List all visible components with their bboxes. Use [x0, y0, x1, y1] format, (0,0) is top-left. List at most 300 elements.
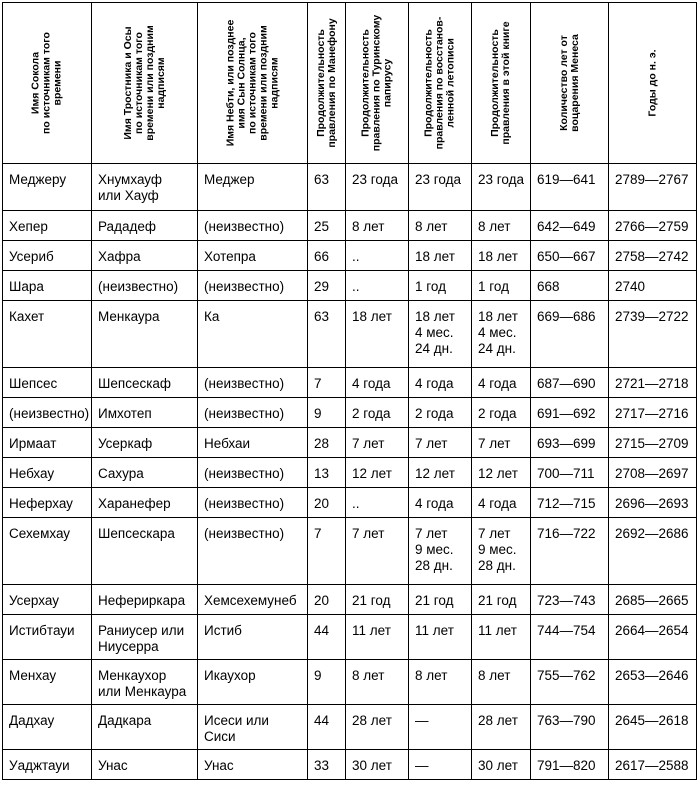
table-cell [308, 585, 346, 615]
cell-text: Сехемхау [9, 526, 71, 541]
table-cell [409, 271, 472, 301]
table-cell [198, 398, 308, 428]
cell-text: 2721—2718 [615, 376, 689, 391]
table-cell [531, 615, 609, 660]
table-cell [609, 488, 697, 518]
cell-text: (неизвестно) [98, 279, 179, 294]
table-cell [472, 458, 531, 488]
table-cell [92, 164, 198, 211]
table-cell [409, 164, 472, 211]
table-cell [409, 368, 472, 398]
cell-text: Меджер [204, 172, 255, 187]
cell-text: 1 год [478, 279, 509, 294]
table-cell [3, 211, 92, 241]
table-cell [198, 705, 308, 750]
table-cell [346, 518, 409, 585]
table-cell [308, 488, 346, 518]
cell-text: 2645—2618 [615, 713, 689, 728]
cell-text: 1 год [415, 279, 446, 294]
table-cell [609, 398, 697, 428]
cell-text: 2766—2759 [615, 219, 689, 234]
cell-text: 33 [314, 758, 330, 773]
table-cell [92, 458, 198, 488]
table-cell [531, 398, 609, 428]
table-cell [92, 211, 198, 241]
cell-text: Хотепра [204, 249, 256, 264]
table-row [3, 241, 697, 271]
table-cell [531, 488, 609, 518]
table-cell [472, 241, 531, 271]
table-cell [198, 750, 308, 780]
cell-text: 8 лет [415, 219, 448, 234]
table-cell [609, 211, 697, 241]
cell-text: (неизвестно) [9, 406, 90, 421]
cell-text: (неизвестно) [204, 406, 285, 421]
cell-text: 668 [537, 279, 560, 294]
table-cell [346, 271, 409, 301]
table-cell [409, 428, 472, 458]
table-cell [92, 660, 198, 705]
cell-text: .. [352, 496, 360, 511]
table-cell [308, 518, 346, 585]
table-cell [346, 750, 409, 780]
table-row [3, 660, 697, 705]
table-cell [92, 301, 198, 368]
table-cell [531, 585, 609, 615]
cell-text: Шара [9, 279, 44, 294]
column-header [609, 3, 697, 164]
table-cell [409, 518, 472, 585]
table-cell [346, 585, 409, 615]
table-cell [92, 585, 198, 615]
table-cell [92, 271, 198, 301]
table-cell [198, 458, 308, 488]
table-cell [198, 368, 308, 398]
cell-text: Усерхау [9, 593, 59, 608]
table-cell [198, 428, 308, 458]
table-cell [3, 750, 92, 780]
cell-text: 4 года [478, 496, 517, 511]
table-cell [198, 660, 308, 705]
table-cell [3, 301, 92, 368]
cell-text: 2715—2709 [615, 436, 689, 451]
table-row [3, 428, 697, 458]
cell-text: 642—649 [537, 219, 596, 234]
cell-text: .. [352, 249, 360, 264]
cell-text: 7 лет 9 мес. 28 дн. [415, 526, 454, 573]
table-cell [3, 398, 92, 428]
table-cell [409, 241, 472, 271]
cell-text: 23 года [352, 172, 398, 187]
cell-text: 28 [314, 436, 330, 451]
cell-text: 4 года [478, 376, 517, 391]
table-cell [472, 211, 531, 241]
table-cell [308, 241, 346, 271]
table-cell [346, 211, 409, 241]
table-cell [472, 428, 531, 458]
cell-text: 11 лет [352, 623, 391, 638]
column-header [531, 3, 609, 164]
cell-text: 12 лет [478, 466, 518, 481]
cell-text: Меджеру [9, 172, 67, 187]
table-cell [409, 750, 472, 780]
table-cell [346, 164, 409, 211]
cell-text: 12 лет [352, 466, 392, 481]
cell-text: 8 лет [415, 668, 448, 683]
table-cell [531, 301, 609, 368]
cell-text: 2739—2722 [615, 309, 689, 324]
cell-text: 9 [314, 406, 322, 421]
cell-text: 7 [314, 376, 322, 391]
table-cell [472, 518, 531, 585]
table-cell [3, 368, 92, 398]
table-cell [92, 518, 198, 585]
table-cell [308, 750, 346, 780]
cell-text: 2664—2654 [615, 623, 689, 638]
table-cell [409, 585, 472, 615]
table-cell [346, 428, 409, 458]
table-cell [308, 211, 346, 241]
column-header-label: Продолжительность правления по восстанов- ленной летописи [422, 16, 457, 150]
table-cell [3, 705, 92, 750]
table-cell [92, 428, 198, 458]
table-cell [531, 518, 609, 585]
cell-text: 12 лет [415, 466, 455, 481]
cell-text: Менхау [9, 668, 57, 683]
cell-text: Уаджтауи [9, 758, 70, 773]
table-cell [92, 488, 198, 518]
table-row [3, 750, 697, 780]
table-row [3, 488, 697, 518]
table-cell [609, 615, 697, 660]
cell-text: Икаухор [204, 668, 256, 683]
cell-text: 2758—2742 [615, 249, 689, 264]
column-header [3, 3, 92, 164]
table-cell [609, 428, 697, 458]
table-cell [346, 458, 409, 488]
table-cell [609, 164, 697, 211]
cell-text: Ирмаат [9, 436, 57, 451]
cell-text: 687—690 [537, 376, 596, 391]
cell-text: 700—711 [537, 466, 595, 481]
cell-text: 744—754 [537, 623, 596, 638]
cell-text: 4 года [415, 496, 454, 511]
cell-text: Хнумхауф или Хауф [98, 172, 162, 203]
table-cell [472, 750, 531, 780]
table-cell [3, 428, 92, 458]
cell-text: (неизвестно) [204, 466, 285, 481]
table-cell [3, 164, 92, 211]
cell-text: Небхаи [204, 436, 251, 451]
table-cell [609, 660, 697, 705]
cell-text: 2653—2646 [615, 668, 689, 683]
column-header-label: Имя Сокола по источникам того времени [29, 32, 64, 134]
table-cell [346, 398, 409, 428]
cell-text: 2692—2686 [615, 526, 689, 541]
cell-text: 693—699 [537, 436, 596, 451]
cell-text: 2 года [415, 406, 454, 421]
cell-text: Дадкара [98, 713, 152, 728]
cell-text: 650—667 [537, 249, 596, 264]
table-cell [198, 271, 308, 301]
table-cell [346, 301, 409, 368]
cell-text: 2696—2693 [615, 496, 689, 511]
cell-text: 28 лет [478, 713, 518, 728]
cell-text: Раниусер или Ниусерра [98, 623, 185, 654]
cell-text: Хепер [9, 219, 48, 234]
cell-text: (неизвестно) [204, 496, 285, 511]
cell-text: Шепсескаф [98, 376, 172, 391]
cell-text: 13 [314, 466, 330, 481]
column-header-label: Количество лет от воцарения Менеса [557, 34, 581, 132]
cell-text: 44 [314, 623, 330, 638]
cell-text: 21 год [352, 593, 391, 608]
table-row [3, 301, 697, 368]
cell-text: (неизвестно) [204, 279, 285, 294]
column-header [198, 3, 308, 164]
table-cell [409, 488, 472, 518]
table-cell [472, 705, 531, 750]
table-cell [531, 164, 609, 211]
cell-text: 30 лет [478, 758, 518, 773]
cell-text: 712—715 [537, 496, 596, 511]
cell-text: Неферхау [9, 496, 73, 511]
cell-text: Нефериркара [98, 593, 186, 608]
cell-text: 8 лет [352, 668, 385, 683]
cell-text: 8 лет [352, 219, 385, 234]
cell-text: 11 лет [415, 623, 454, 638]
table-cell [409, 705, 472, 750]
cell-text: 791—820 [537, 758, 596, 773]
table-cell [472, 488, 531, 518]
table-cell [609, 585, 697, 615]
cell-text: 2789—2767 [615, 172, 689, 187]
dynasty-table [2, 2, 697, 780]
cell-text: 7 лет [352, 526, 385, 541]
cell-text: Сахура [98, 466, 144, 481]
cell-text: 30 лет [352, 758, 392, 773]
table-cell [472, 164, 531, 211]
cell-text: 66 [314, 249, 330, 264]
cell-text: (неизвестно) [204, 219, 285, 234]
column-header-label: Продолжительность правления по Манефону [314, 18, 338, 148]
table-cell [198, 164, 308, 211]
column-header-label: Годы до н. э. [646, 49, 658, 117]
cell-text: 691—692 [537, 406, 596, 421]
cell-text: 18 лет [478, 249, 518, 264]
table-cell [531, 368, 609, 398]
cell-text: Имхотеп [98, 406, 152, 421]
table-cell [198, 241, 308, 271]
table-row [3, 615, 697, 660]
table-cell [308, 458, 346, 488]
cell-text: Истиб [204, 623, 242, 638]
cell-text: 18 лет [415, 249, 455, 264]
table-cell [198, 301, 308, 368]
cell-text: 2740 [615, 279, 646, 294]
table-cell [3, 241, 92, 271]
table-cell [308, 615, 346, 660]
table-cell [531, 241, 609, 271]
table-cell [472, 368, 531, 398]
cell-text: 669—686 [537, 309, 596, 324]
table-cell [308, 660, 346, 705]
table-cell [198, 518, 308, 585]
table-cell [472, 271, 531, 301]
cell-text: 2 года [478, 406, 517, 421]
table-cell [409, 615, 472, 660]
table-row [3, 585, 697, 615]
cell-text: 29 [314, 279, 330, 294]
cell-text: 7 лет 9 мес. 28 дн. [478, 526, 517, 573]
table-cell [3, 458, 92, 488]
cell-text: Хафра [98, 249, 141, 264]
column-header [92, 3, 198, 164]
table-cell [409, 211, 472, 241]
cell-text: Исеси или Сиси [204, 713, 269, 744]
cell-text: 18 лет 4 мес. 24 дн. [415, 309, 455, 356]
table-row [3, 705, 697, 750]
cell-text: Дадхау [9, 713, 55, 728]
table-row [3, 211, 697, 241]
table-row [3, 368, 697, 398]
column-header-label: Продолжительность правления в этой книге [489, 21, 512, 145]
table-cell [346, 368, 409, 398]
table-cell [92, 615, 198, 660]
table-cell [92, 398, 198, 428]
cell-text: 11 лет [478, 623, 517, 638]
cell-text: Унас [98, 758, 128, 773]
cell-text: 20 [314, 496, 330, 511]
table-cell [308, 271, 346, 301]
table-cell [609, 458, 697, 488]
table-cell [531, 271, 609, 301]
column-header-label: Имя Тростника и Осы по источникам того времени или поздним надписям [121, 25, 167, 141]
table-cell [472, 301, 531, 368]
cell-text: 21 год [415, 593, 454, 608]
table-cell [198, 211, 308, 241]
cell-text: — [415, 713, 429, 728]
table-cell [198, 615, 308, 660]
table-cell [3, 615, 92, 660]
table-cell [3, 660, 92, 705]
table-cell [92, 368, 198, 398]
cell-text: Истибтауи [9, 623, 75, 638]
cell-text: 63 [314, 309, 330, 324]
column-header-label: Имя Небти, или позднее имя Сын Солнца, по источникам того времени или поздним надписям [224, 19, 280, 147]
cell-text: 2717—2716 [615, 406, 689, 421]
table-row [3, 271, 697, 301]
cell-text: 23 года [415, 172, 461, 187]
table-cell [346, 705, 409, 750]
table-cell [609, 301, 697, 368]
cell-text: 2617—2588 [615, 758, 689, 773]
cell-text: Рададеф [98, 219, 156, 234]
table-cell [92, 705, 198, 750]
cell-text: 21 год [478, 593, 517, 608]
table-cell [3, 271, 92, 301]
table-cell [472, 398, 531, 428]
table-cell [198, 488, 308, 518]
table-cell [3, 488, 92, 518]
table-cell [308, 164, 346, 211]
cell-text: Небхау [9, 466, 55, 481]
column-header [472, 3, 531, 164]
cell-text: Шепсескара [98, 526, 175, 541]
table-row [3, 458, 697, 488]
cell-text: .. [352, 279, 360, 294]
cell-text: 4 года [415, 376, 454, 391]
cell-text: Менкаура [98, 309, 160, 324]
header-row [3, 3, 697, 164]
table-cell [609, 368, 697, 398]
cell-text: Ка [204, 309, 220, 324]
table-cell [308, 705, 346, 750]
cell-text: 23 года [478, 172, 524, 187]
table-cell [409, 458, 472, 488]
cell-text: — [415, 758, 429, 773]
cell-text: 25 [314, 219, 330, 234]
cell-text: 2708—2697 [615, 466, 689, 481]
cell-text: 18 лет [352, 309, 392, 324]
cell-text: 716—722 [537, 526, 596, 541]
cell-text: 63 [314, 172, 330, 187]
table-cell [609, 750, 697, 780]
table-cell [92, 241, 198, 271]
table-cell [308, 398, 346, 428]
table-cell [346, 660, 409, 705]
table-cell [346, 615, 409, 660]
column-header-label: Продолжительность правления по Туринскому папирусу [359, 14, 394, 152]
column-header [409, 3, 472, 164]
table-cell [609, 271, 697, 301]
cell-text: 44 [314, 713, 330, 728]
cell-text: (неизвестно) [204, 526, 285, 541]
cell-text: Шепсес [9, 376, 58, 391]
table-cell [531, 458, 609, 488]
table-cell [92, 750, 198, 780]
table-cell [472, 660, 531, 705]
column-header [346, 3, 409, 164]
table-row [3, 398, 697, 428]
table-cell [346, 241, 409, 271]
cell-text: Усериб [9, 249, 54, 264]
cell-text: 7 лет [478, 436, 511, 451]
cell-text: Менкаухор или Менкаура [98, 668, 187, 699]
cell-text: 20 [314, 593, 330, 608]
column-header [308, 3, 346, 164]
table-cell [308, 368, 346, 398]
table-cell [409, 301, 472, 368]
table-cell [609, 518, 697, 585]
cell-text: 8 лет [478, 219, 511, 234]
cell-text: 7 [314, 526, 322, 541]
table-cell [198, 585, 308, 615]
cell-text: Харанефер [98, 496, 171, 511]
cell-text: 28 лет [352, 713, 392, 728]
table-body [3, 164, 697, 780]
cell-text: 18 лет 4 мес. 24 дн. [478, 309, 518, 356]
table-cell [346, 488, 409, 518]
cell-text: 9 [314, 668, 322, 683]
table-row [3, 164, 697, 211]
table-cell [472, 585, 531, 615]
table-row [3, 518, 697, 585]
table-cell [531, 211, 609, 241]
table-cell [3, 518, 92, 585]
cell-text: 8 лет [478, 668, 511, 683]
table-cell [409, 398, 472, 428]
